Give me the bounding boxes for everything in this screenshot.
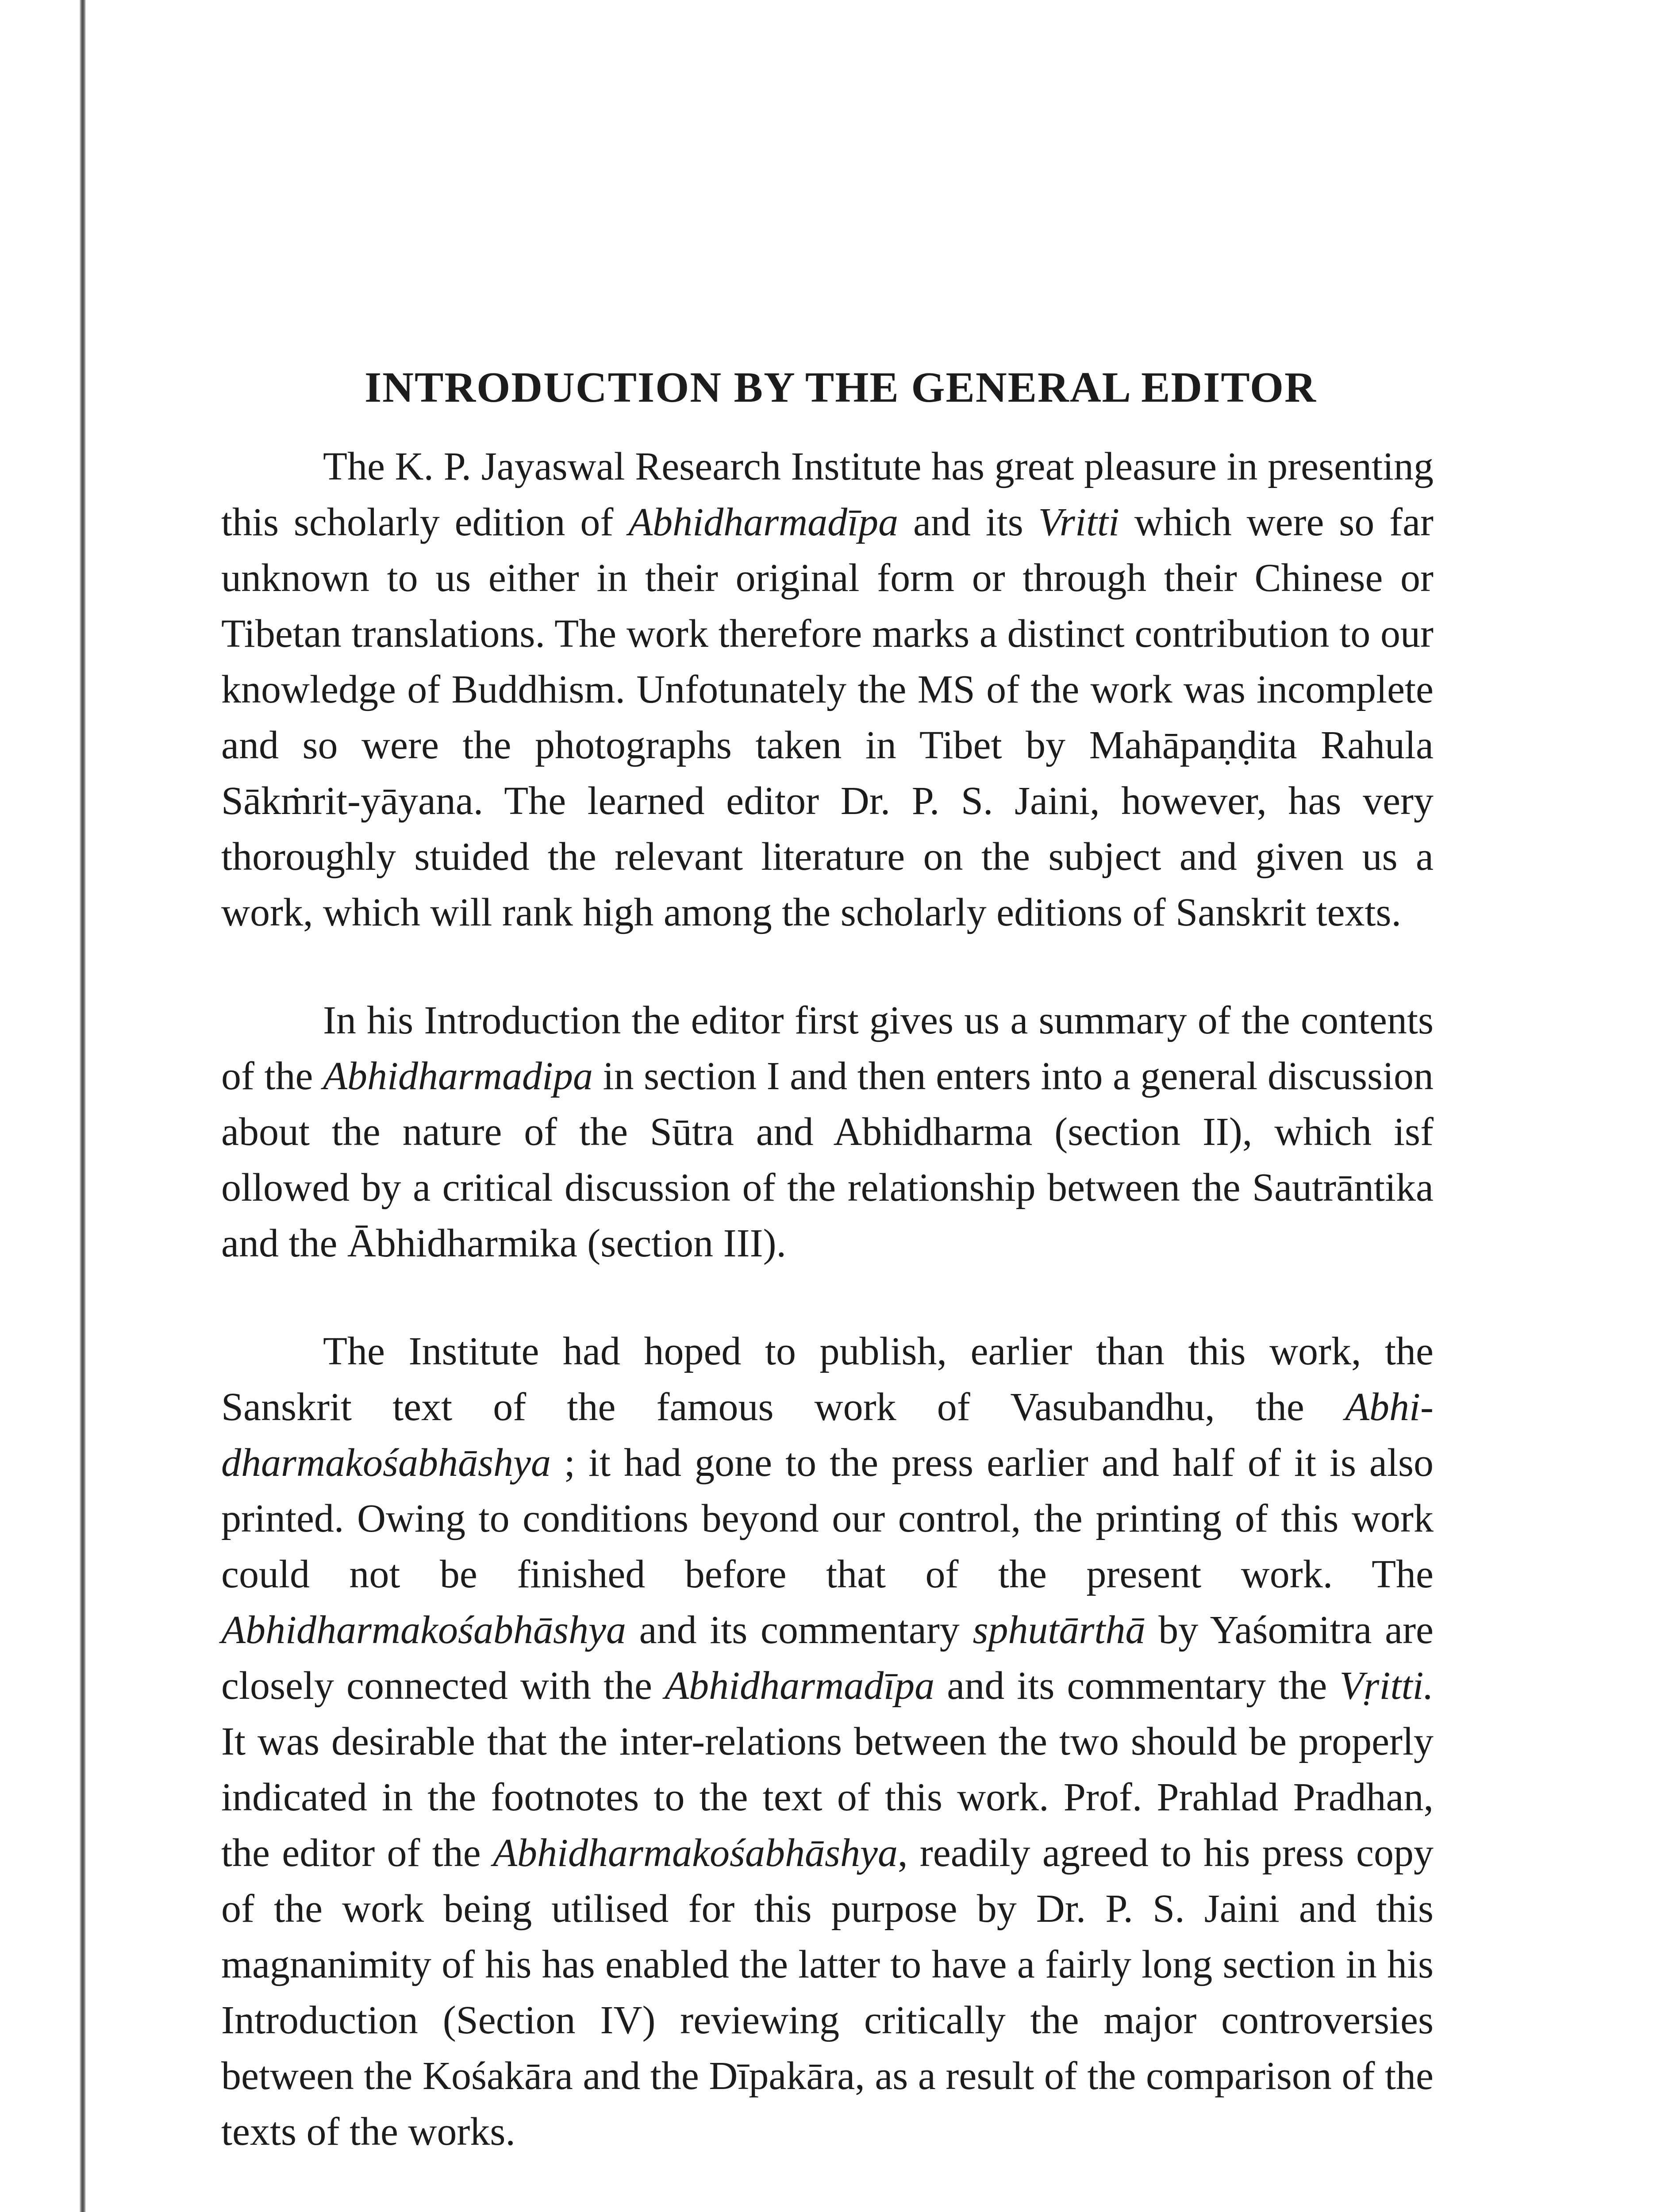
italic-title: Abhidharmadīpa — [665, 1664, 935, 1708]
text-run: which were so far unknown to us either in their original form or through their Chinese or Tibetan translations. The work therefore marks a distinct contribution to our knowledge of Buddhism. Unfotunately the MS of the work was incomplete and so were the photographs taken in Tibet by Mahāpaṇḍita Rahula Sākṁrit-yāyana. The learned editor Dr. P. S. Jaini, however, has very thoroughly stuided the relevant literature on the subject and given us a work, which will rank high among the scholarly editions of Sanskrit texts. — [221, 500, 1434, 934]
italic-title: Abhidharmadipa — [323, 1054, 593, 1098]
italic-title: Abhidharmakośabhāshya — [493, 1831, 898, 1875]
italic-title: Abhidharmakośabhāshya — [221, 1608, 626, 1652]
body-text — [221, 439, 1434, 2160]
text-run: It was desirable that the inter-relations between the two should be properly indicated in the footnotes to the text of this work. Prof. Prahlad Pradhan, the editor of the — [221, 1720, 1434, 1875]
text-run: The Institute had hoped to publish, earlier than this work, the Sanskrit text of the famous work of Vasubandhu, the — [221, 1329, 1434, 1429]
paragraph — [221, 993, 1434, 1271]
text-run: , readily agreed to his press copy of the work being utilised for this purpose by Dr. P. S. Jaini and this magnanimity of his has enabled the latter to have a fairly long section in his Introduction (Section IV) reviewing critically the major controversies between the Kośakāra and the Dīpakāra, as a result of the comparison of the texts of the works. — [221, 1831, 1434, 2154]
text-run: and its commentary the — [934, 1664, 1340, 1708]
text-run: The K. P. Jayaswal Research Institute has great pleasure in presenting this scholarly edition of — [221, 445, 1434, 544]
italic-title: Abhi-dharmakośabhāshya — [221, 1385, 1434, 1485]
text-run: ; it had gone to the press earlier and half of it is also printed. Owing to conditions beyond our control, the printing of this work could not be finished before that of the present work. The — [221, 1441, 1434, 1596]
italic-title: Abhidharmadīpa — [628, 500, 899, 544]
page-content — [221, 363, 1434, 2212]
text-run: in section I and then enters into a general discussion about the nature of the Sūtra and Abhidharma (section II), which isf ollowed by a critical discussion of the relationship between the Sautrāntika and the Ābhidharmika (section III). — [221, 1054, 1434, 1265]
paragraph — [221, 1324, 1434, 2160]
italic-title: sphutārthā — [972, 1608, 1145, 1652]
page-title: INTRODUCTION BY THE GENERAL EDITOR — [365, 364, 1317, 411]
page-edge-left — [80, 0, 86, 2212]
italic-title: Vṛitti. — [1339, 1664, 1434, 1708]
text-run: In his Introduction the editor first gives us a summary of the contents of the — [221, 998, 1434, 1098]
text-run: by Yaśomitra are closely connected with the — [221, 1608, 1434, 1708]
text-run: and its — [898, 500, 1038, 544]
text-run: and its commentary — [626, 1608, 973, 1652]
italic-title: Vritti — [1038, 500, 1119, 544]
paragraph — [221, 439, 1434, 941]
